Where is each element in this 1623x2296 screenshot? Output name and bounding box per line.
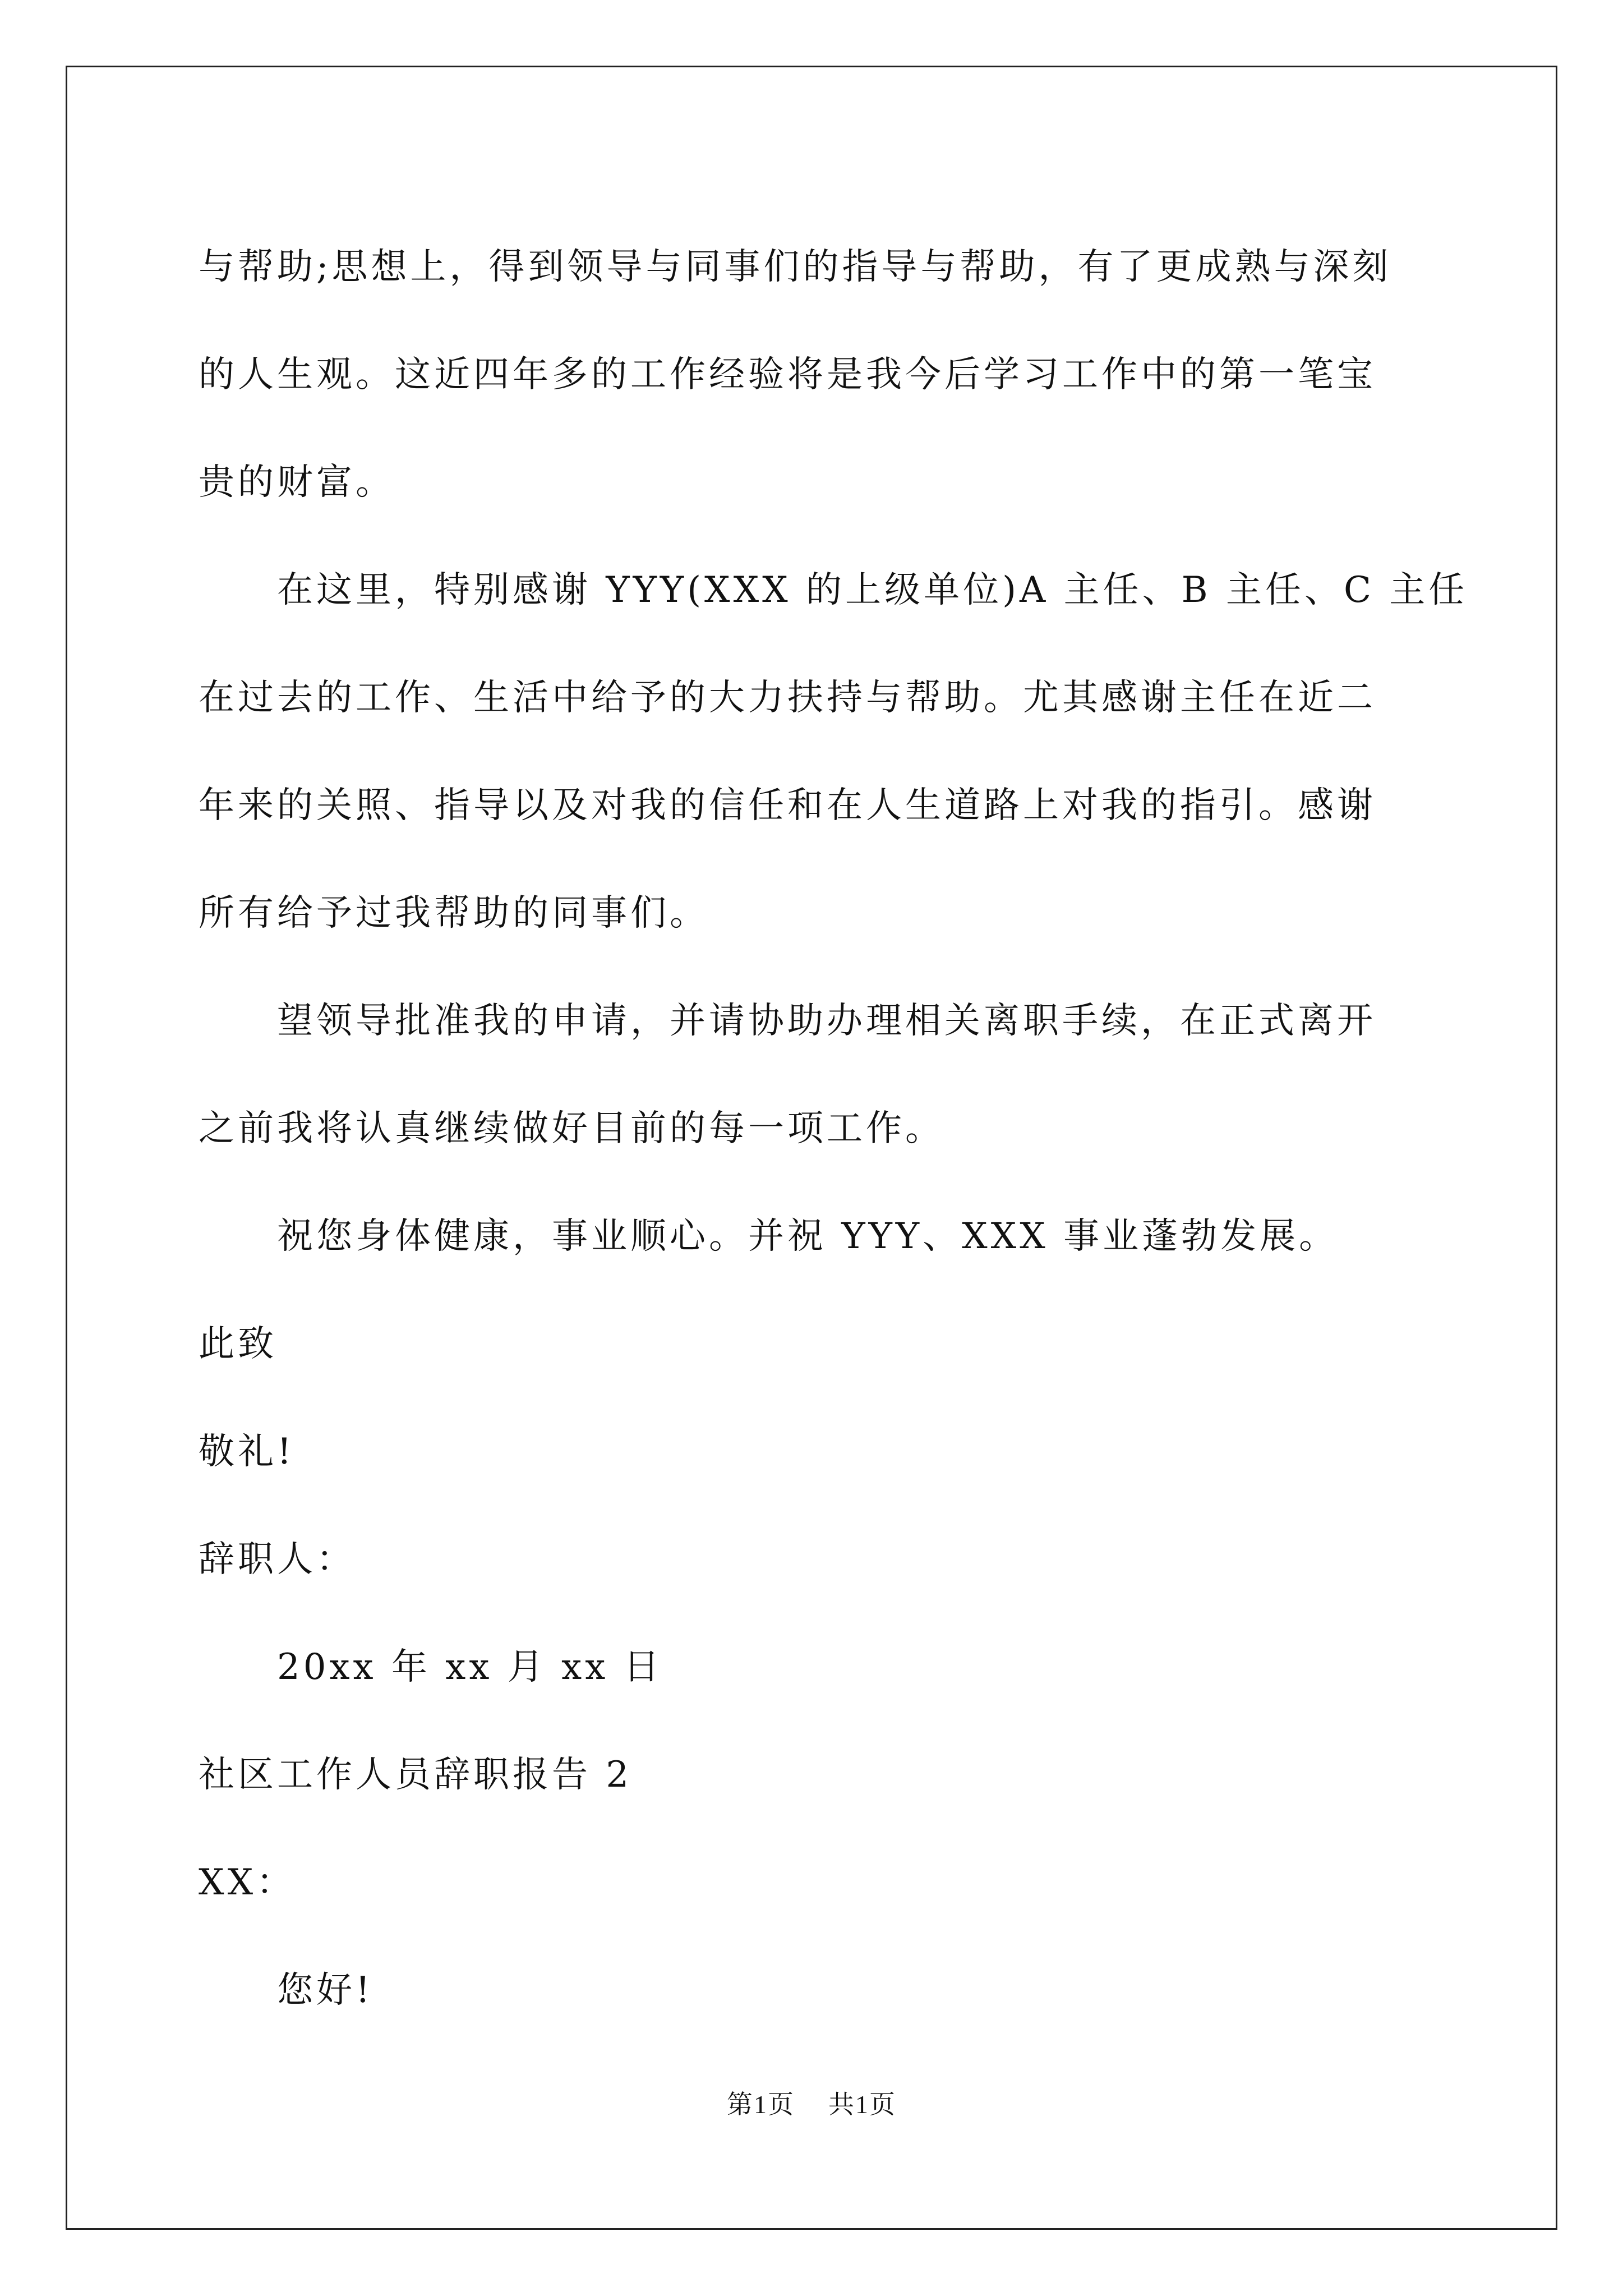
greeting-line: 您好! <box>277 1970 374 2011</box>
paragraph-line: 在过去的工作、生活中给予的大力扶持与帮助。尤其感谢主任在近二 <box>199 677 1376 719</box>
closing-line: 此致 <box>199 1323 277 1365</box>
total-pages-label: 共1页 <box>828 2090 896 2119</box>
paragraph-line: 的人生观。这近四年多的工作经验将是我今后学习工作中的第一笔宝 <box>199 354 1376 395</box>
salutation-line: 敬礼! <box>199 1431 295 1473</box>
paragraph-line: 祝您身体健康，事业顺心。并祝 YYY、XXX 事业蓬勃发展。 <box>277 1216 1339 1257</box>
current-page-label: 第1页 <box>727 2090 795 2119</box>
paragraph-line: 年来的关照、指导以及对我的信任和在人生道路上对我的指引。感谢 <box>199 785 1376 826</box>
paragraph-line: 与帮助;思想上，得到领导与同事们的指导与帮助，有了更成熟与深刻 <box>199 246 1392 288</box>
paragraph-line: 之前我将认真继续做好目前的每一项工作。 <box>199 1108 944 1149</box>
paragraph-line: 所有给予过我帮助的同事们。 <box>199 892 709 934</box>
document-body <box>199 213 1468 2044</box>
paragraph-line: 望领导批准我的申请，并请协助办理相关离职手续，在正式离开 <box>277 1000 1376 1042</box>
section-title: 社区工作人员辞职报告 2 <box>199 1754 633 1796</box>
signature-label: 辞职人： <box>199 1539 356 1580</box>
recipient-line: XX： <box>199 1862 296 1903</box>
date-line: 20xx 年 xx 月 xx 日 <box>277 1646 663 1688</box>
page-footer <box>0 2088 1623 2122</box>
paragraph-line: 贵的财富。 <box>199 462 395 503</box>
paragraph-line: 在这里，特别感谢 YYY(XXX 的上级单位)A 主任、B 主任、C 主任 <box>277 569 1468 611</box>
